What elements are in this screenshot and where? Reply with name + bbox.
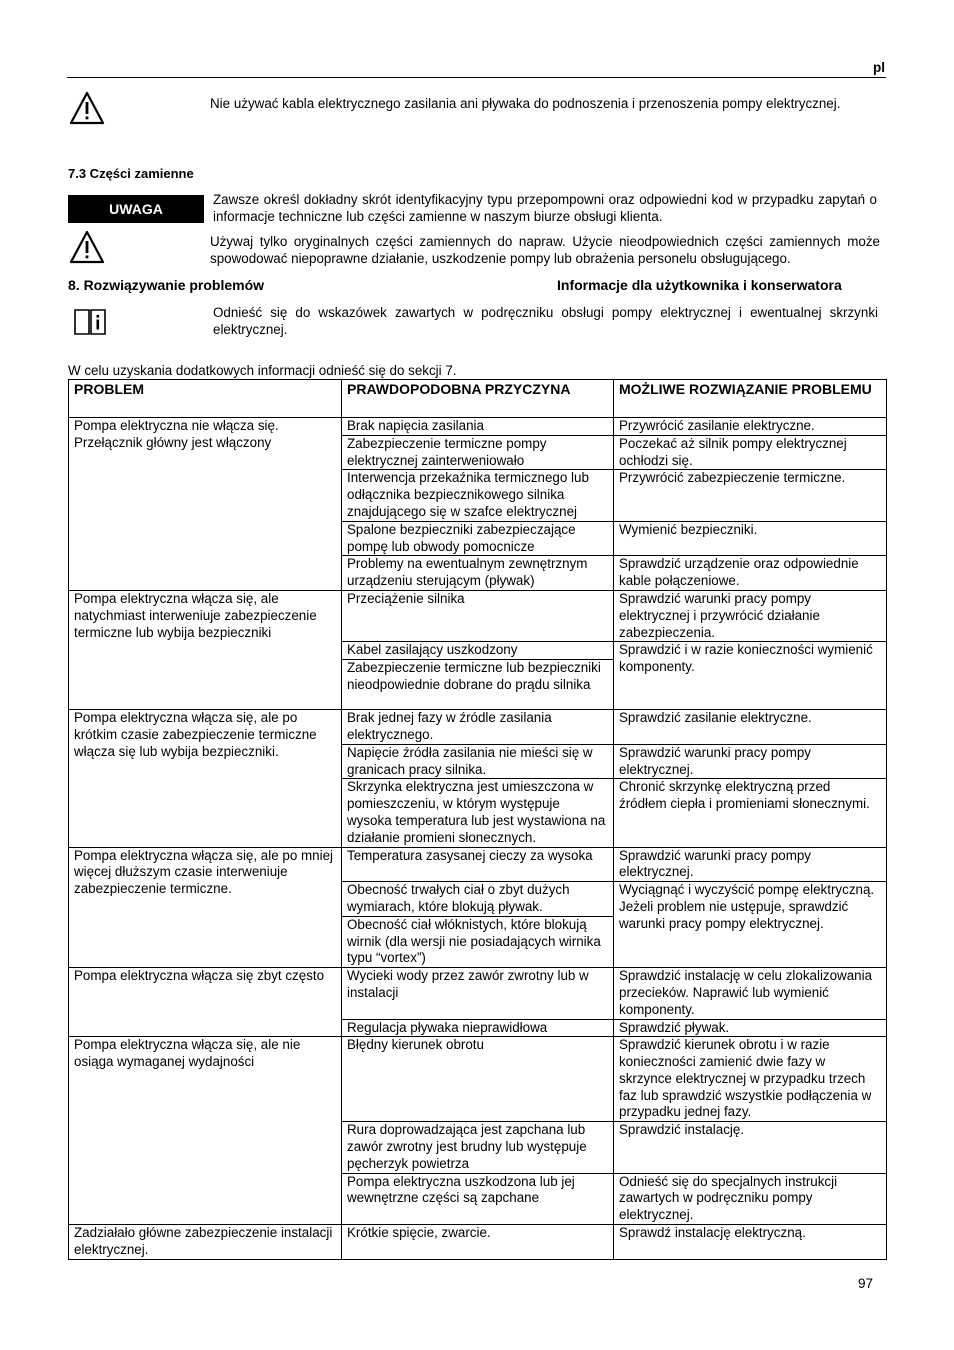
solution-cell: Sprawdzić pływak. xyxy=(614,1019,887,1037)
solution-cell: Przywrócić zabezpieczenie termiczne. xyxy=(614,470,887,521)
solution-cell: Sprawdzić instalację. xyxy=(614,1122,887,1173)
solution-cell: Przywrócić zasilanie elektryczne. xyxy=(614,418,887,436)
language-code: pl xyxy=(873,60,885,75)
cause-cell: Zabezpieczenie termiczne pompy elektrycznej zainterweniowało xyxy=(342,435,614,470)
column-header-cause: PRAWDOPODOBNA PRZYCZYNA xyxy=(342,380,614,418)
solution-cell: Sprawdzić zasilanie elektryczne. xyxy=(614,710,887,745)
problem-cell: Pompa elektryczna nie włącza się. Przełącznik główny jest włączony xyxy=(69,418,342,591)
cause-cell: Interwencja przekaźnika termicznego lub odłącznika bezpiecznikowego silnika znajdującego się w szafce elektrycznej xyxy=(342,470,614,521)
solution-cell: Wymienić bezpieczniki. xyxy=(614,521,887,556)
info-line: W celu uzyskania dodatkowych informacji odnieść się do sekcji 7. xyxy=(68,363,457,378)
solution-cell: Sprawdzić urządzenie oraz odpowiednie kable połączeniowe. xyxy=(614,556,887,591)
warning-triangle-icon xyxy=(69,230,105,264)
cause-cell: Krótkie spięcie, zwarcie. xyxy=(342,1225,614,1260)
solution-cell: Poczekać aż silnik pompy elektrycznej ochłodzi się. xyxy=(614,435,887,470)
solution-cell: Chronić skrzynkę elektryczną przed źródłem ciepła i promieniami słonecznymi. xyxy=(614,779,887,847)
solution-cell: Sprawdzić instalację w celu zlokalizowania przecieków. Naprawić lub wymienić komponenty. xyxy=(614,968,887,1019)
section-subtitle-user-info: Informacje dla użytkownika i konserwatora xyxy=(557,277,842,293)
solution-cell: Sprawdzić warunki pracy pompy elektrycznej i przywrócić działanie zabezpieczenia. xyxy=(614,590,887,641)
cause-cell: Wycieki wody przez zawór zwrotny lub w instalacji xyxy=(342,968,614,1019)
uwaga-badge: UWAGA xyxy=(68,195,204,223)
cause-cell: Napięcie źródła zasilania nie mieści się w granicach pracy silnika. xyxy=(342,744,614,779)
cause-cell: Spalone bezpieczniki zabezpieczające pompę lub obwody pomocnicze xyxy=(342,521,614,556)
problem-cell: Pompa elektryczna włącza się, ale natychmiast interweniuje zabezpieczenie termiczne lub wybija bezpieczniki xyxy=(69,590,342,709)
cause-cell: Błędny kierunek obrotu xyxy=(342,1037,614,1122)
solution-cell: Sprawdzić i w razie konieczności wymienić komponenty. xyxy=(614,642,887,710)
cause-cell: Regulacja pływaka nieprawidłowa xyxy=(342,1019,614,1037)
uwaga-text: Zawsze określ dokładny skrót identyfikacyjny typu przepompowni oraz odpowiedni kod w przypadku zapytań o informacje techniczne lub części zamienne w naszym biurze obsługi klienta. xyxy=(213,192,877,224)
problem-cell: Pompa elektryczna włącza się zbyt często xyxy=(69,968,342,1037)
column-header-solution: MOŻLIWE ROZWIĄZANIE PROBLEMU xyxy=(614,380,887,418)
page-number: 97 xyxy=(858,1276,874,1291)
cause-cell: Problemy na ewentualnym zewnętrznym urządzeniu sterującym (pływak) xyxy=(342,556,614,591)
troubleshooting-table xyxy=(68,379,887,1260)
cause-cell: Pompa elektryczna uszkodzona lub jej wewnętrzne części są zapchane xyxy=(342,1173,614,1224)
cause-cell: Brak napięcia zasilania xyxy=(342,418,614,436)
section-title-spare-parts: 7.3 Części zamienne xyxy=(68,166,194,181)
solution-cell: Odnieść się do specjalnych instrukcji zawartych w podręczniku pompy elektrycznej. xyxy=(614,1173,887,1224)
cause-cell: Obecność trwałych ciał o zbyt dużych wymiarach, które blokują pływak. xyxy=(342,882,614,917)
cause-cell: Temperatura zasysanej cieczy za wysoka xyxy=(342,847,614,882)
problem-cell: Pompa elektryczna włącza się, ale nie osiąga wymaganej wydajności xyxy=(69,1037,342,1225)
manual-reference-text: Odnieść się do wskazówek zawartych w podręczniku obsługi pompy elektrycznej i ewentualnej skrzynki elektrycznej. xyxy=(213,305,878,337)
solution-cell: Sprawdzić warunki pracy pompy elektrycznej. xyxy=(614,744,887,779)
warning-text-spare-parts: Używaj tylko oryginalnych części zamiennych do napraw. Użycie nieodpowiednich części zamiennych może spowodować niepoprawne działanie, uszkodzenie pompy lub obrażenia personelu obsługującego. xyxy=(210,234,880,266)
solution-cell: Sprawdź instalację elektryczną. xyxy=(614,1225,887,1260)
problem-cell: Zadziałało główne zabezpieczenie instalacji elektrycznej. xyxy=(69,1225,342,1260)
problem-cell: Pompa elektryczna włącza się, ale po mniej więcej dłuższym czasie interweniuje zabezpieczenie termiczne. xyxy=(69,847,342,968)
cause-cell: Skrzynka elektryczna jest umieszczona w pomieszczeniu, w którym występuje wysoka temperatura lub jest wystawiona na działanie promieni słonecznych. xyxy=(342,779,614,847)
solution-cell: Wyciągnąć i wyczyścić pompę elektryczną. Jeżeli problem nie ustępuje, sprawdzić warunki pracy pompy elektrycznej. xyxy=(614,882,887,968)
header-rule xyxy=(67,77,886,78)
manual-book-icon xyxy=(72,307,108,337)
solution-cell: Sprawdzić warunki pracy pompy elektrycznej. xyxy=(614,847,887,882)
column-header-problem: PROBLEM xyxy=(69,380,342,418)
warning-text-lifting: Nie używać kabla elektrycznego zasilania ani pływaka do podnoszenia i przenoszenia pompy elektrycznej. xyxy=(210,96,841,111)
problem-cell: Pompa elektryczna włącza się, ale po krótkim czasie zabezpieczenie termiczne włącza się lub wybija bezpieczniki. xyxy=(69,710,342,847)
cause-cell: Przeciążenie silnika xyxy=(342,590,614,641)
cause-cell: Obecność ciał włóknistych, które blokują wirnik (dla wersji nie posiadających wirnika typu “vortex”) xyxy=(342,916,614,967)
cause-cell: Kabel zasilający uszkodzony xyxy=(342,642,614,660)
section-title-troubleshooting: 8. Rozwiązywanie problemów xyxy=(68,277,265,293)
cause-cell: Rura doprowadzająca jest zapchana lub zawór zwrotny jest brudny lub występuje pęcherzyk powietrza xyxy=(342,1122,614,1173)
solution-cell: Sprawdzić kierunek obrotu i w razie konieczności zamienić dwie fazy w skrzynce elektrycznej w przypadku trzech faz lub sprawdzić wszystkie podłączenia w przypadku jednej fazy. xyxy=(614,1037,887,1122)
cause-cell: Zabezpieczenie termiczne lub bezpieczniki nieodpowiednie dobrane do prądu silnika xyxy=(342,660,614,710)
warning-triangle-icon xyxy=(69,91,105,125)
cause-cell: Brak jednej fazy w źródle zasilania elektrycznego. xyxy=(342,710,614,745)
